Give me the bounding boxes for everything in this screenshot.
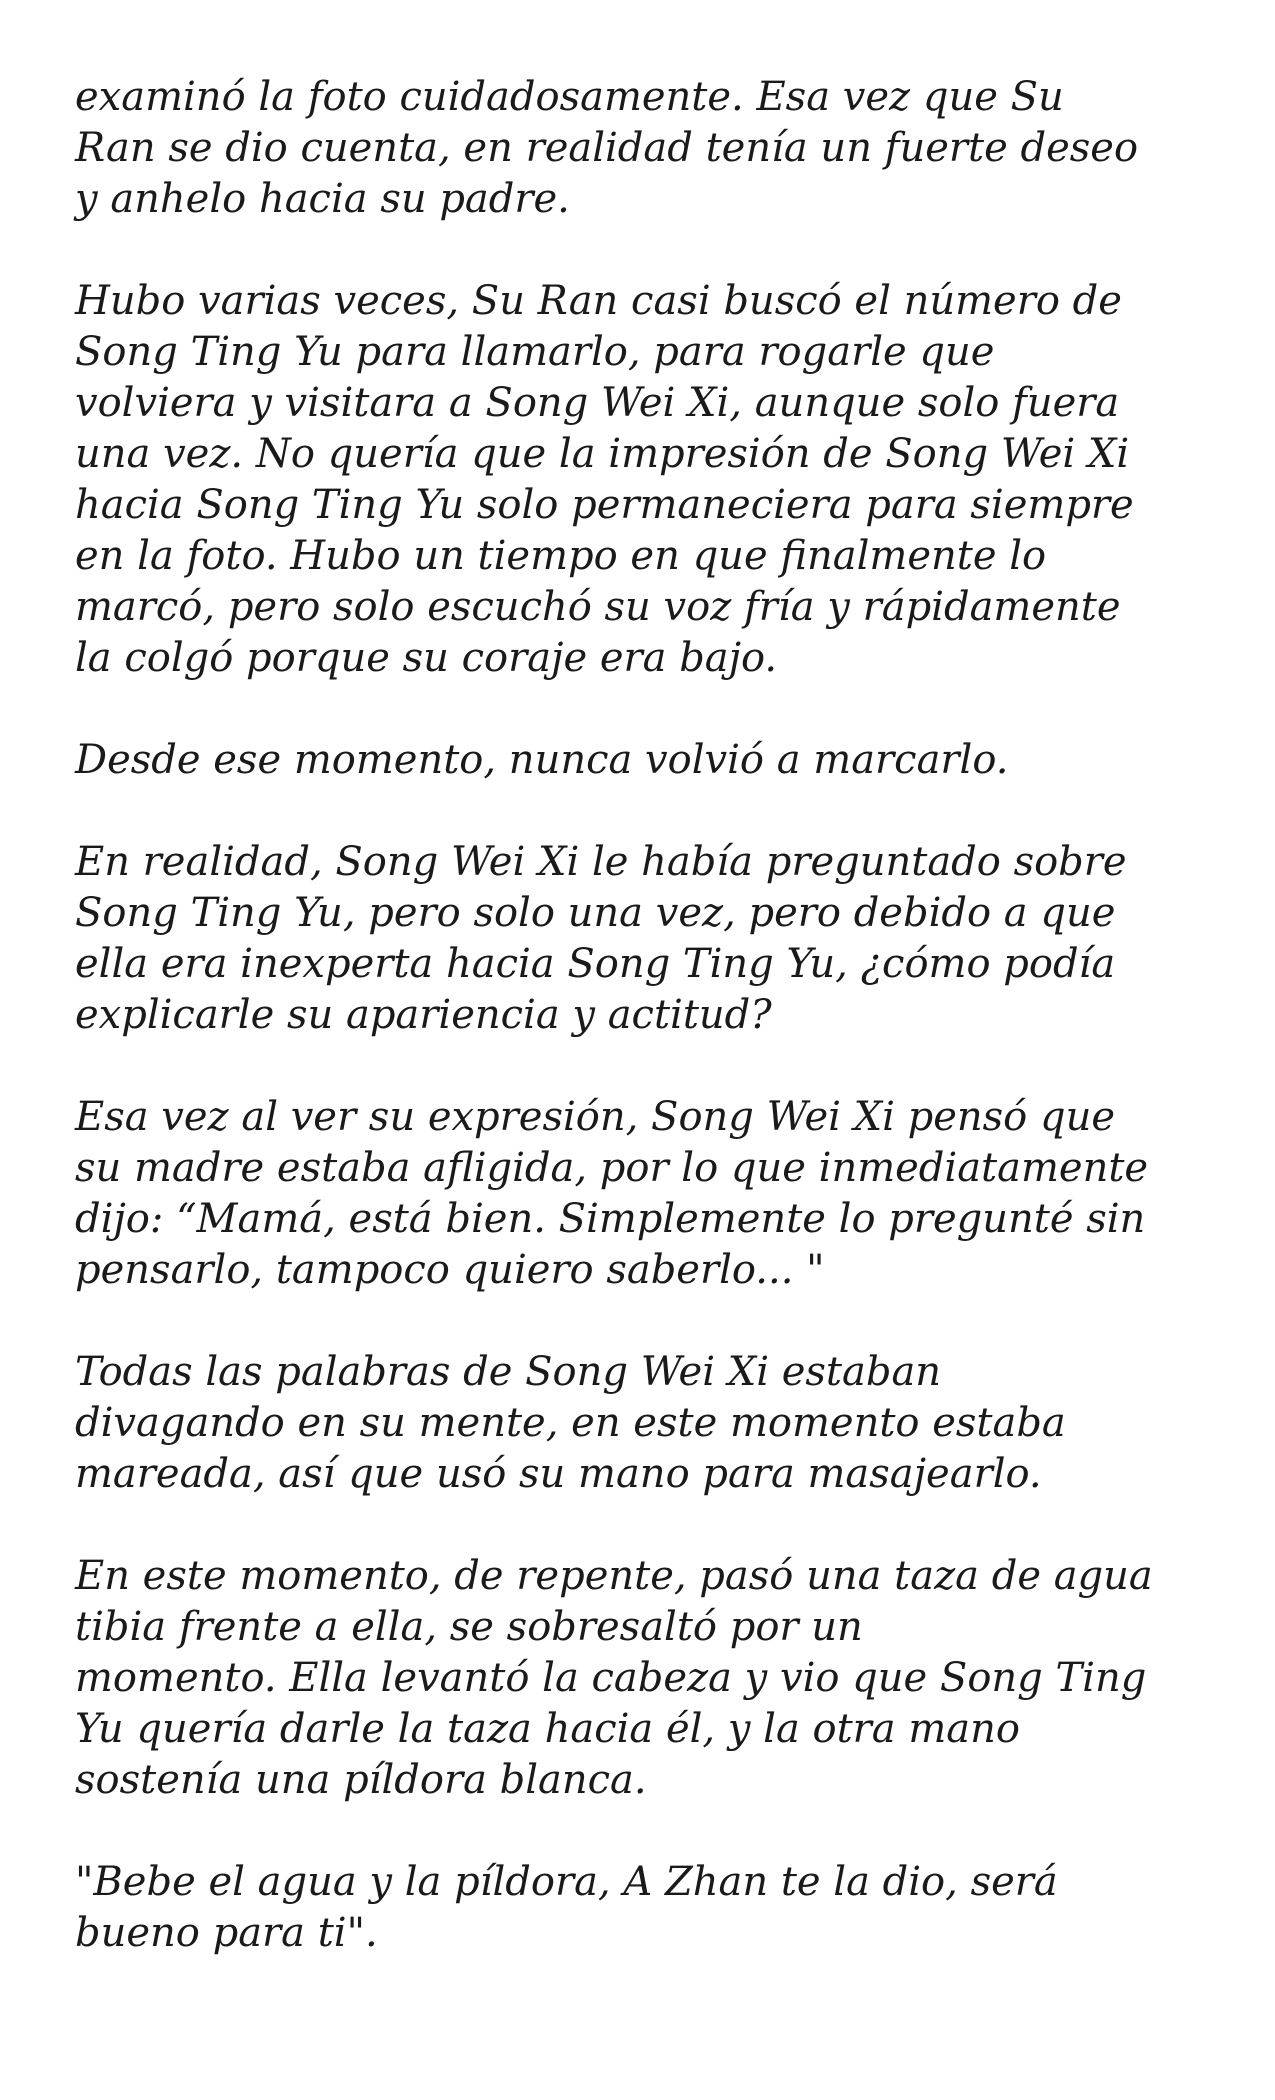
text-line: Song Ting Yu para llamarlo, para rogarle que [75, 329, 995, 375]
paragraph [75, 1551, 1215, 1806]
paragraph [75, 1347, 1215, 1500]
text-line: bueno para ti". [75, 1910, 378, 1956]
text-line: En realidad, Song Wei Xi le había preguntado sobre [75, 839, 1127, 885]
text-line: en la foto. Hubo un tiempo en que finalmente lo [75, 533, 1047, 579]
text-line: dijo: “Mamá, está bien. Simplemente lo pregunté sin [75, 1196, 1146, 1242]
text-line: Desde ese momento, nunca volvió a marcarlo. [75, 737, 1009, 783]
text-line: divagando en su mente, en este momento estaba [75, 1400, 1066, 1446]
text-line: y anhelo hacia su padre. [75, 176, 570, 222]
text-line: hacia Song Ting Yu solo permaneciera para siempre [75, 482, 1134, 528]
text-line: En este momento, de repente, pasó una taza de agua [75, 1553, 1153, 1599]
text-line: Esa vez al ver su expresión, Song Wei Xi pensó que [75, 1094, 1116, 1140]
text-line: pensarlo, tampoco quiero saberlo... " [75, 1247, 825, 1293]
paragraph [75, 1857, 1215, 1959]
text-line: Yu quería darle la taza hacia él, y la otra mano [75, 1706, 1020, 1752]
text-line: Song Ting Yu, pero solo una vez, pero debido a que [75, 890, 1116, 936]
text-line: explicarle su apariencia y actitud? [75, 992, 772, 1038]
paragraph [75, 72, 1215, 225]
text-line: su madre estaba afligida, por lo que inmediatamente [75, 1145, 1149, 1191]
text-line: la colgó porque su coraje era bajo. [75, 635, 778, 681]
paragraph [75, 276, 1215, 684]
text-line: Todas las palabras de Song Wei Xi estaban [75, 1349, 942, 1395]
text-line: momento. Ella levantó la cabeza y vio que Song Ting [75, 1655, 1147, 1701]
text-line: mareada, así que usó su mano para masajearlo. [75, 1451, 1042, 1497]
text-line: Ran se dio cuenta, en realidad tenía un fuerte deseo [75, 125, 1139, 171]
text-line: sostenía una píldora blanca. [75, 1757, 647, 1803]
text-line: una vez. No quería que la impresión de Song Wei Xi [75, 431, 1130, 477]
text-line: marcó, pero solo escuchó su voz fría y rápidamente [75, 584, 1121, 630]
paragraph [75, 735, 1215, 786]
paragraph [75, 1092, 1215, 1296]
text-line: ella era inexperta hacia Song Ting Yu, ¿cómo podía [75, 941, 1116, 987]
text-line: Hubo varias veces, Su Ran casi buscó el número de [75, 278, 1122, 324]
text-line: "Bebe el agua y la píldora, A Zhan te la dio, será [75, 1859, 1058, 1905]
paragraph [75, 837, 1215, 1041]
text-line: tibia frente a ella, se sobresaltó por un [75, 1604, 863, 1650]
text-line: volviera y visitara a Song Wei Xi, aunque solo fuera [75, 380, 1120, 426]
document-page [75, 72, 1215, 2010]
text-line: examinó la foto cuidadosamente. Esa vez que Su [75, 74, 1064, 120]
